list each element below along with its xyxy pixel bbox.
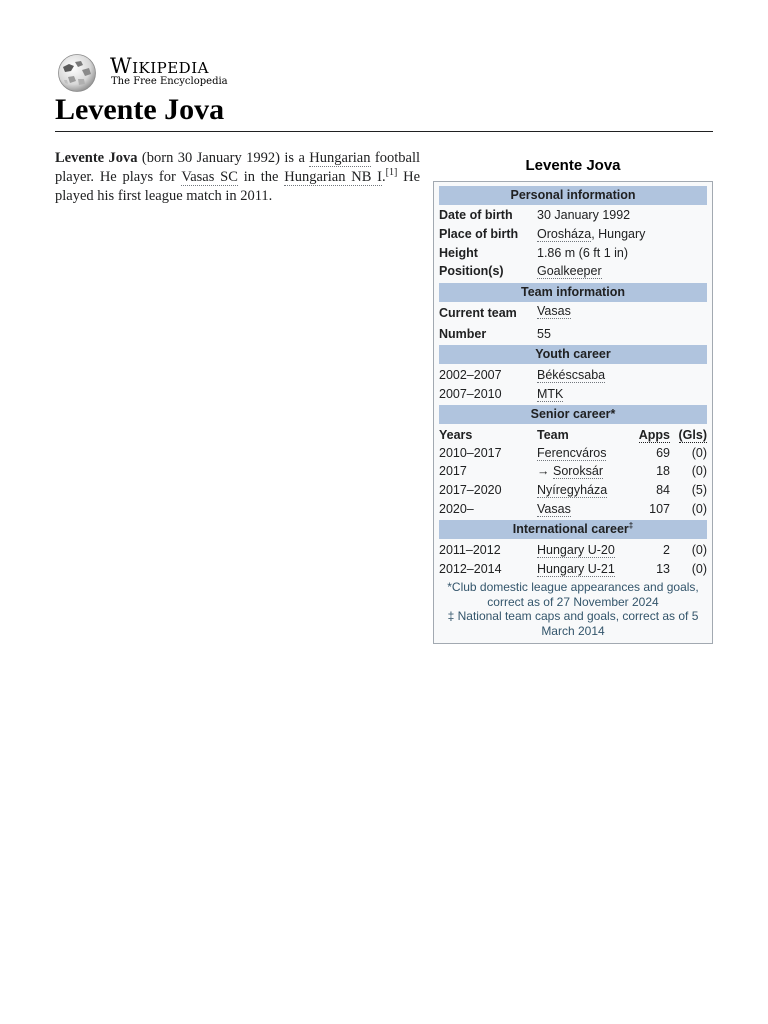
apps: 13 [656,562,670,576]
lead-text: in the [237,168,285,185]
link-hungarian-nb-i[interactable]: Hungarian NB I [284,168,383,185]
goals: (0) [691,464,707,478]
link-nyiregyhaza[interactable]: Nyíregyháza [537,483,608,497]
lead-text: He played his first league match in 2011. [55,168,421,204]
years: 2011–2012 [439,543,501,557]
header-youth-career: Youth career [439,345,707,364]
infobox-caption: Levente Jova [525,157,621,174]
years: 2012–2014 [439,562,502,576]
link-bekescsaba[interactable]: Békéscsaba [537,368,606,382]
infobox [433,181,713,644]
col-apps[interactable]: Apps [638,428,670,442]
link-mtk[interactable]: MTK [537,387,564,401]
lead-text: football player. He plays for [55,150,421,185]
col-gls[interactable]: (Gls) [678,428,707,442]
lead-text: . [382,168,386,185]
years: 2007–2010 [439,387,502,401]
years: 2002–2007 [439,368,502,382]
reference-1[interactable]: [1] [385,166,398,178]
value: 55 [537,327,551,341]
apps: 2 [663,543,670,557]
link-hungary-u20[interactable]: Hungary U-20 [537,543,615,557]
senior-column-headers [439,426,707,444]
row-date-of-birth [439,206,707,224]
link-vasas-sc[interactable]: Vasas SC [181,168,238,185]
wikipedia-wordmark: Wikipedia [110,54,209,78]
link-soroksar[interactable]: Soroksár [552,464,604,478]
header-team-information: Team information [439,283,707,302]
apps: 107 [649,502,670,516]
header-text: International career [512,522,629,536]
lead-paragraph [55,149,420,205]
link-hungarian[interactable]: Hungarian [309,150,371,166]
years: 2017–2020 [439,483,502,497]
senior-row [439,444,707,462]
col-team: Team [537,428,569,442]
row-position [439,262,707,280]
label: Current team [439,306,517,320]
loan-arrow: → [537,464,553,478]
row-youth-2 [439,385,707,403]
title-divider [55,131,713,132]
link-vasas[interactable]: Vasas [537,304,571,318]
goals: (0) [691,562,707,576]
apps: 84 [656,483,670,497]
value: , Hungary [591,227,646,241]
value: 30 January 1992 [537,208,631,222]
label: Number [439,327,487,341]
goals: (0) [691,446,707,460]
senior-row [439,500,707,518]
international-row [439,560,707,578]
double-dagger-mark: ‡ [628,520,634,530]
link-ferencvaros[interactable]: Ferencváros [537,446,607,460]
label: Height [439,246,478,260]
row-height [439,244,707,262]
label: Date of birth [439,208,513,222]
years: 2010–2017 [439,446,502,460]
link-vasas[interactable]: Vasas [537,502,571,516]
header-senior-career: Senior career* [439,405,707,424]
link-goalkeeper[interactable]: Goalkeeper [537,264,602,278]
value: 1.86 m (6 ft 1 in) [537,246,629,260]
row-current-team [439,304,707,322]
apps: 69 [656,446,670,460]
years: 2017 [439,464,467,478]
row-youth-1 [439,366,707,384]
footnote-club: *Club domestic league appearances and goals, correct as of 27 November 2024 [447,580,699,609]
link-oroshaza[interactable]: Orosháza [537,227,592,241]
goals: (5) [691,483,707,497]
page-title: Levente Jova [55,93,225,126]
goals: (0) [691,502,707,516]
label: Place of birth [439,227,519,241]
wikipedia-globe-icon [54,52,100,92]
wikipedia-tagline: The Free Encyclopedia [111,76,228,87]
international-row [439,541,707,559]
header-international-career [439,520,707,539]
col-years: Years [439,428,473,442]
row-place-of-birth [439,225,707,243]
senior-row [439,462,707,480]
lead-text: (born 30 January 1992) is a [137,150,310,166]
label: Position(s) [439,264,504,278]
senior-row [439,481,707,499]
row-number [439,325,707,343]
footnote-national: ‡ National team caps and goals, correct as of 5 March 2014 [447,609,699,638]
years: 2020– [439,502,474,516]
header-personal-information: Personal information [439,186,707,205]
lead-subject: Levente Jova [55,150,138,166]
link-hungary-u21[interactable]: Hungary U-21 [537,562,615,576]
apps: 18 [656,464,670,478]
goals: (0) [691,543,707,557]
